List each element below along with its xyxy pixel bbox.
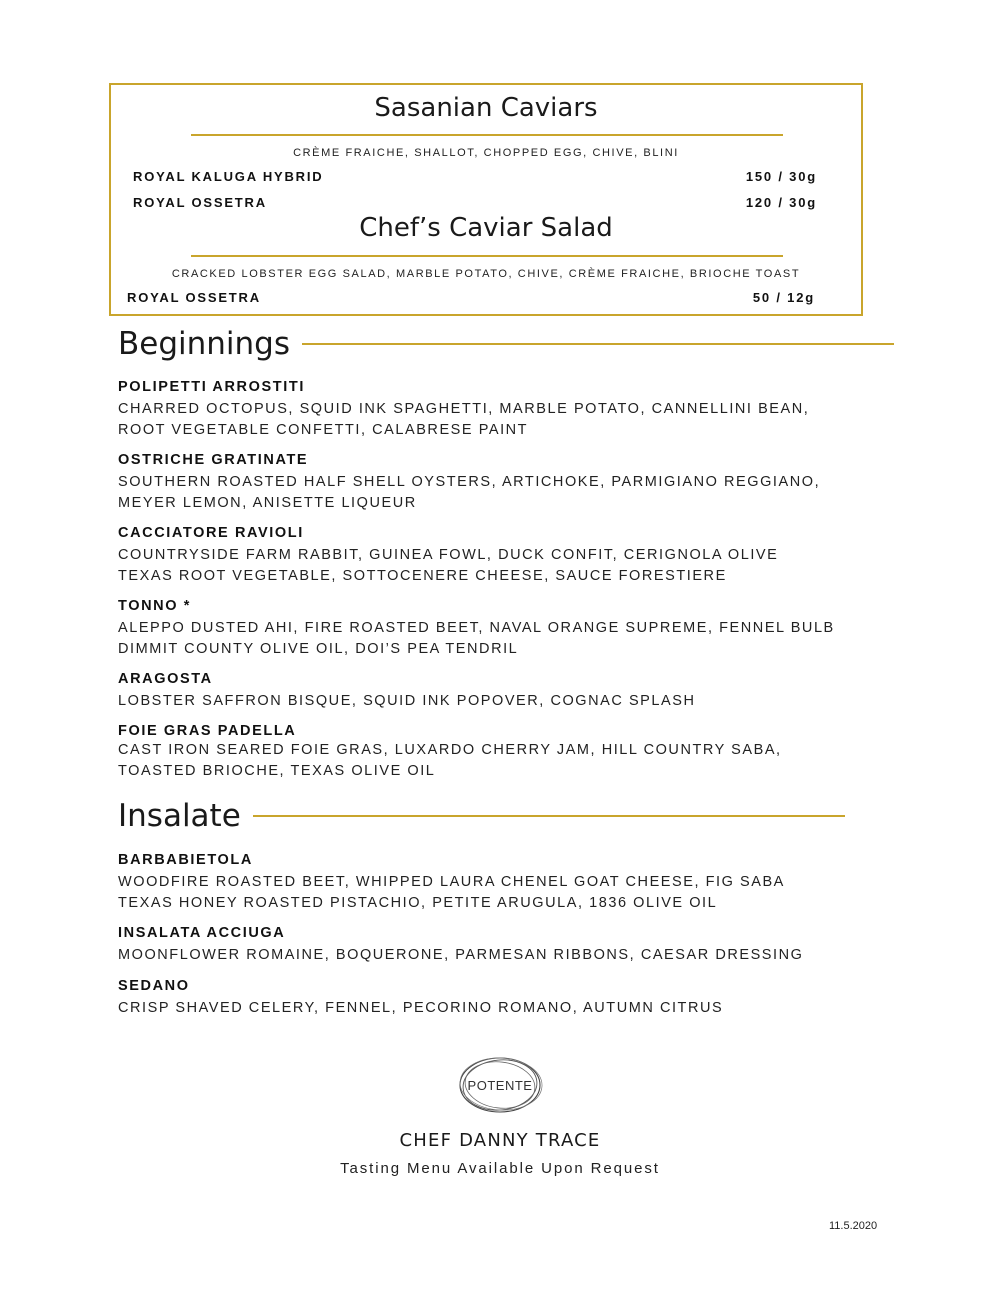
caviars-description: CRÈME FRAICHE, SHALLOT, CHOPPED EGG, CHIVE, BLINI bbox=[293, 147, 679, 159]
dish-description bbox=[118, 872, 878, 914]
dish-description-line: CAST IRON SEARED FOIE GRAS, LUXARDO CHERRY JAM, HILL COUNTRY SABA, bbox=[118, 742, 782, 758]
dish-description-line: ROOT VEGETABLE CONFETTI, CALABRESE PAINT bbox=[118, 422, 529, 438]
dish-description bbox=[118, 945, 878, 966]
dish-name: OSTRICHE GRATINATE bbox=[118, 452, 309, 468]
tasting-note: Tasting Menu Available Upon Request bbox=[340, 1160, 660, 1177]
section-divider bbox=[302, 343, 894, 345]
menu-item bbox=[118, 924, 878, 966]
dish-description-line: MOONFLOWER ROMAINE, BOQUERONE, PARMESAN RIBBONS, CAESAR DRESSING bbox=[118, 947, 804, 963]
menu-item bbox=[118, 597, 878, 660]
dish-name: CACCIATORE RAVIOLI bbox=[118, 525, 304, 541]
dish-description-line: LOBSTER SAFFRON BISQUE, SQUID INK POPOVER, COGNAC SPLASH bbox=[118, 693, 696, 709]
dish-description-line: MEYER LEMON, ANISETTE LIQUEUR bbox=[118, 495, 417, 511]
caviar-salad-title: Chef’s Caviar Salad bbox=[359, 213, 613, 243]
dish-name: SEDANO bbox=[118, 978, 190, 994]
potente-logo bbox=[456, 1054, 544, 1116]
dish-description-line: SOUTHERN ROASTED HALF SHELL OYSTERS, ARTICHOKE, PARMIGIANO REGGIANO, bbox=[118, 474, 821, 490]
section-divider bbox=[253, 815, 845, 817]
dish-name: BARBABIETOLA bbox=[118, 852, 253, 868]
dish-description-line: ALEPPO DUSTED AHI, FIRE ROASTED BEET, NAVAL ORANGE SUPREME, FENNEL BULB bbox=[118, 620, 835, 636]
dish-name: FOIE GRAS PADELLA bbox=[118, 723, 297, 739]
dish-name: ARAGOSTA bbox=[118, 671, 213, 687]
logo-text: POTENTE bbox=[467, 1078, 533, 1093]
caviars-title: Sasanian Caviars bbox=[374, 93, 598, 123]
caviar-item-name: ROYAL OSSETRA bbox=[133, 195, 267, 210]
caviar-salad-item-name: ROYAL OSSETRA bbox=[127, 290, 261, 305]
caviar-salad-divider bbox=[191, 255, 783, 257]
menu-item bbox=[118, 722, 878, 782]
caviar-salad-item-price: 50 / 12g bbox=[752, 290, 815, 305]
dish-description-line: TEXAS ROOT VEGETABLE, SOTTOCENERE CHEESE, SAUCE FORESTIERE bbox=[118, 568, 727, 584]
menu-item bbox=[118, 378, 878, 441]
dish-description bbox=[118, 998, 878, 1019]
dish-description-line: TEXAS HONEY ROASTED PISTACHIO, PETITE ARUGULA, 1836 OLIVE OIL bbox=[118, 895, 718, 911]
dish-name: POLIPETTI ARROSTITI bbox=[118, 379, 305, 395]
dish-description-line: TOASTED BRIOCHE, TEXAS OLIVE OIL bbox=[118, 763, 436, 779]
caviar-box bbox=[109, 83, 863, 316]
section-title: Insalate bbox=[118, 798, 241, 834]
caviars-divider bbox=[191, 134, 783, 136]
dish-name: TONNO * bbox=[118, 598, 191, 614]
insalate-heading bbox=[118, 798, 845, 834]
menu-item bbox=[118, 524, 878, 587]
menu-item bbox=[118, 451, 878, 514]
dish-description-line: CHARRED OCTOPUS, SQUID INK SPAGHETTI, MARBLE POTATO, CANNELLINI BEAN, bbox=[118, 401, 810, 417]
dish-description bbox=[118, 618, 878, 660]
menu-item bbox=[118, 977, 878, 1019]
caviar-item-name: ROYAL KALUGA HYBRID bbox=[133, 169, 324, 184]
caviar-item-price: 120 / 30g bbox=[745, 195, 817, 210]
menu-date: 11.5.2020 bbox=[829, 1220, 878, 1232]
caviar-item-price: 150 / 30g bbox=[745, 169, 817, 184]
section-title: Beginnings bbox=[118, 326, 291, 362]
dish-description bbox=[118, 472, 878, 514]
chef-name: CHEF DANNY TRACE bbox=[399, 1130, 601, 1151]
menu-item bbox=[118, 851, 878, 914]
caviar-salad-description: CRACKED LOBSTER EGG SALAD, MARBLE POTATO, CHIVE, CRÈME FRAICHE, BRIOCHE TOAST bbox=[171, 268, 801, 280]
menu-item bbox=[118, 670, 878, 712]
dish-description-line: WOODFIRE ROASTED BEET, WHIPPED LAURA CHENEL GOAT CHEESE, FIG SABA bbox=[118, 874, 785, 890]
dish-description bbox=[118, 399, 878, 441]
dish-name: INSALATA ACCIUGA bbox=[118, 925, 286, 941]
dish-description bbox=[118, 740, 878, 782]
dish-description bbox=[118, 691, 878, 712]
dish-description-line: DIMMIT COUNTY OLIVE OIL, DOI’S PEA TENDRIL bbox=[118, 641, 519, 657]
beginnings-heading bbox=[118, 326, 894, 362]
dish-description bbox=[118, 545, 878, 587]
dish-description-line: CRISP SHAVED CELERY, FENNEL, PECORINO ROMANO, AUTUMN CITRUS bbox=[118, 1000, 724, 1016]
dish-description-line: COUNTRYSIDE FARM RABBIT, GUINEA FOWL, DUCK CONFIT, CERIGNOLA OLIVE bbox=[118, 547, 779, 563]
